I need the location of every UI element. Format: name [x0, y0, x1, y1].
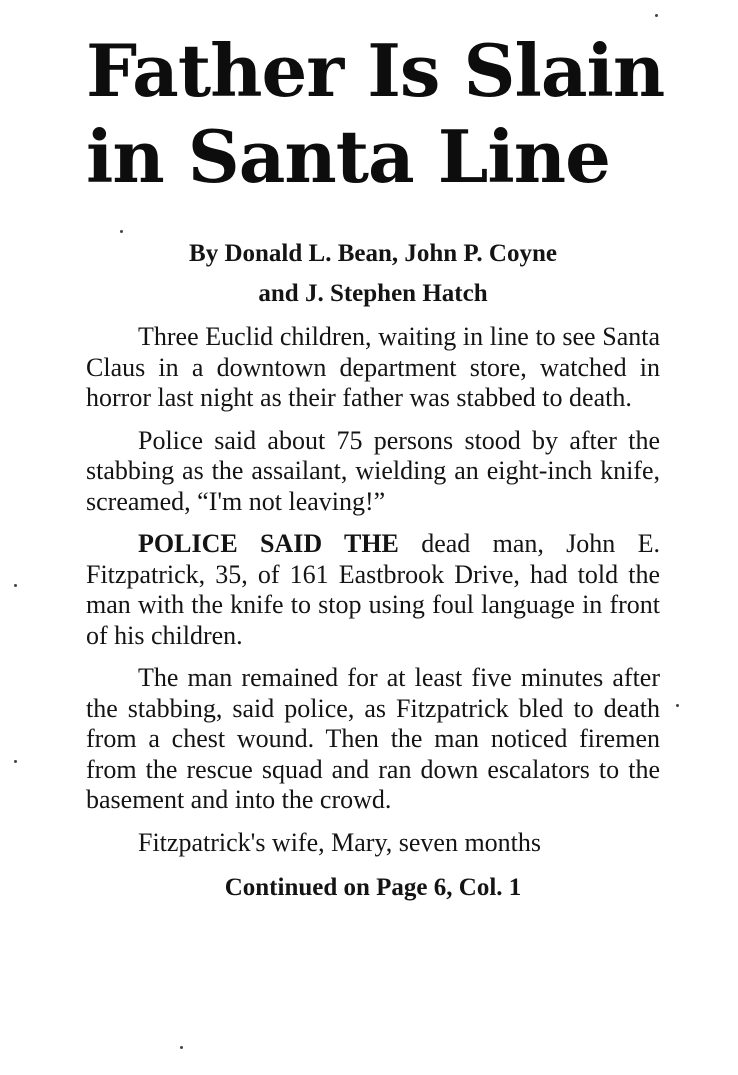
story-paragraph-5	[86, 828, 660, 859]
story-paragraph-2	[86, 426, 660, 518]
byline	[86, 234, 660, 314]
paragraph-text: Police said about 75 persons stood by after the stabbing as the assailant, wielding an eight-inch knife, screamed, “I'm not leaving!”	[86, 425, 660, 516]
paragraph-text: The man remained for at least five minutes after the stabbing, said police, as Fitzpatrick bled to death from a chest wound. Then the man noticed firemen from the rescue squad and ran down escalators to the basement and into the crowd.	[86, 663, 660, 814]
paragraph-text: Fitzpatrick's wife, Mary, seven months	[138, 827, 542, 857]
paragraph-text: dead man, John E. Fitzpatrick, 35, of 161 Eastbrook Drive, had told the man with the knife to stop using foul language in front of his children.	[86, 529, 660, 650]
print-speck	[180, 1046, 183, 1049]
byline-line-1: By Donald L. Bean, John P. Coyne	[189, 240, 557, 267]
headline-line-1: Father Is Slain	[86, 28, 665, 113]
story-body	[86, 322, 660, 858]
story-paragraph-3	[86, 529, 660, 651]
story-paragraph-4	[86, 663, 660, 816]
print-speck	[655, 14, 658, 17]
headline	[86, 28, 665, 200]
continued-jump-line: Continued on Page 6, Col. 1	[224, 874, 522, 901]
print-speck	[120, 230, 123, 233]
story-paragraph-1	[86, 322, 660, 414]
byline-line-2: and J. Stephen Hatch	[258, 280, 488, 307]
paragraph-lead-in: POLICE SAID THE	[138, 529, 399, 558]
headline-line-2: in Santa Line	[86, 114, 610, 199]
paragraph-text: Three Euclid children, waiting in line to see Santa Claus in a downtown department store, watched in horror last night as their father was stabbed to death.	[86, 322, 660, 412]
print-speck	[676, 704, 679, 707]
print-speck	[14, 760, 17, 763]
print-speck	[14, 584, 17, 587]
